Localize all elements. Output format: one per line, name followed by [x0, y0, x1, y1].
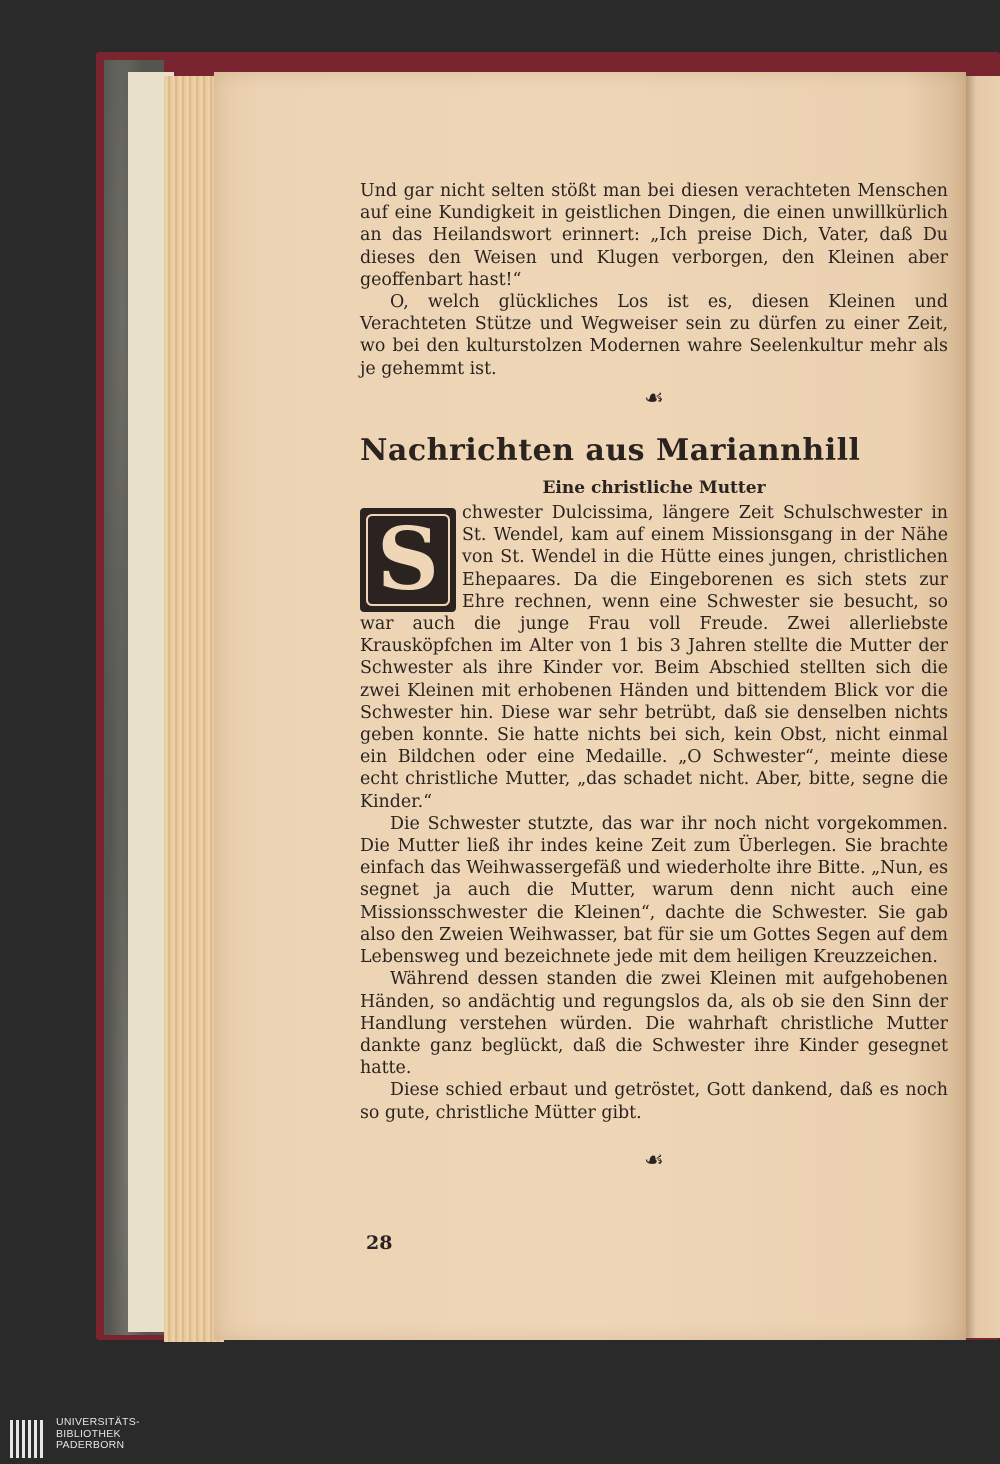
paragraph: Und gar nicht selten stößt man bei diesen verachteten Menschen auf eine Kundigkeit in geistlichen Dingen, die einen unwillkürlich an das Heilandswort erinnert: „Ich preise Dich, Vater, daß Du dieses den Weisen und Klugen verborgen, den Kleinen aber geoffenbart hast!“ — [360, 181, 948, 290]
paragraph: Während dessen standen die zwei Kleinen mit aufgehobenen Händen, so andächtig und regungslos da, als ob sie den Sinn der Handlung verstehen würden. Die wahrhaft christliche Mutter dankte ganz beglückt, daß die Schwester ihre Kinder gesegnet hatte. — [360, 969, 948, 1079]
paragraph: Die Schwester stutzte, das war ihr noch nicht vorgekommen. Die Mutter ließ ihr indes keine Zeit zum Überlegen. Sie brachte einfach das Weihwassergefäß und wiederholte ihre Bitte. „Nun, es segnet ja auch die Mutter, warum denn nicht auch eine Missionsschwester die Kleinen“, dachte die Schwester. Sie gab also den Zweien Weihwasser, bat für sie um Gottes Segen auf dem Lebensweg und bezeichnete jede mit dem heiligen Kreuzzeichen. — [360, 813, 948, 968]
section-headline: Nachrichten aus Mariannhill — [360, 433, 861, 469]
article-paragraph — [360, 502, 948, 813]
ornament-icon: ☙ — [644, 385, 664, 411]
end-ornament-icon: ☙ — [644, 1147, 664, 1173]
page-number: 28 — [366, 1232, 393, 1254]
page-text — [360, 180, 948, 1172]
dropcap-initial: S — [360, 508, 456, 612]
library-name-line: BIBLIOTHEK — [56, 1427, 121, 1440]
library-name-line: UNIVERSITÄTS- — [56, 1416, 140, 1428]
paragraph: Diese schied erbaut und getröstet, Gott dankend, daß es noch so gute, christliche Mütter gibt. — [360, 1080, 948, 1123]
library-footer — [0, 1414, 1000, 1464]
article-first-text: chwester Dulcissima, längere Zeit Schulschwester in St. Wendel, kam auf einem Missionsgang in der Nähe von St. Wendel in die Hütte eines jungen, christlichen Ehepaares. Da die Eingeborenen es sich stets zur Ehre rechnen, wenn eine Schwester sie besucht, so war auch die junge Frau voll Freude. Zwei allerliebste Krausköpfchen im Alter von 1 bis 3 Jahren stellte die Mutter der Schwester als ihre Kinder vor. Beim Abschied stellten sich die zwei Kleinen mit erhobenen Händen und bittendem Blick vor die Schwester hin. Diese war sehr betrübt, daß sie denselben nichts geben konnte. Sie hatte nichts bei sich, kein Obst, nicht einmal ein Bildchen oder eine Medaille. „O Schwester“, meinte diese echt christliche Mutter, „das schadet nicht. Aber, bitte, segne die Kinder.“ — [360, 503, 948, 812]
paragraph: O, welch glückliches Los ist es, diesen Kleinen und Verachteten Stütze und Wegweiser sein zu dürfen zu einer Zeit, wo bei den kulturstolzen Modernen wahre Seelenkultur mehr als je gehemmt ist. — [360, 292, 948, 379]
library-name-line: PADERBORN — [56, 1439, 125, 1451]
facing-page-edge — [966, 76, 1000, 1338]
library-name — [56, 1417, 140, 1452]
library-logo-icon — [8, 1414, 48, 1464]
article-title: Eine christliche Mutter — [542, 478, 766, 499]
